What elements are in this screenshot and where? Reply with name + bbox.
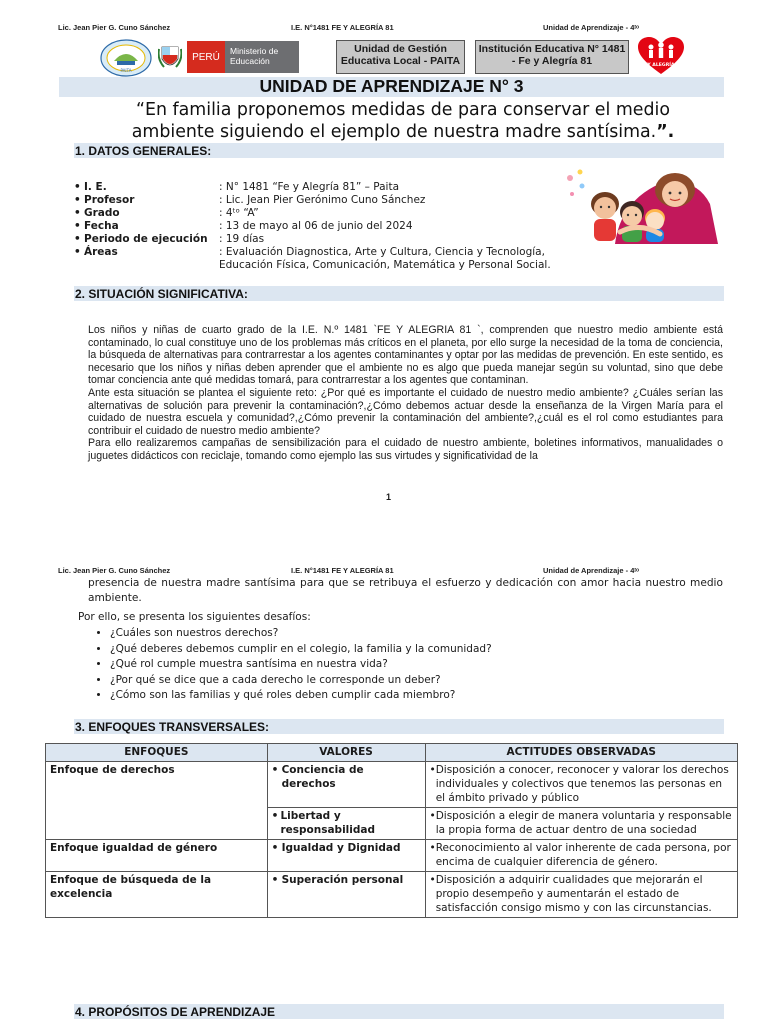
table-header-row xyxy=(46,744,738,762)
header-school: I.E. N°1481 FE Y ALEGRÍA 81 xyxy=(291,566,394,575)
challenges-list xyxy=(76,626,750,704)
valor-cell: • Igualdad y Dignidad xyxy=(267,840,425,872)
valor-cell: • Conciencia de derechos xyxy=(267,762,425,808)
datos-value: : 13 de mayo al 06 de junio del 2024 xyxy=(219,220,413,232)
datos-label: Grado xyxy=(84,207,120,219)
subtitle-text: “En familia proponemos medidas de para conservar el medio ambiente siguiendo el ejemplo de nuestra madre santísima. xyxy=(131,100,671,142)
datos-value: : Evaluación Diagnostica, Arte y Cultura, Ciencia y Tecnología, xyxy=(219,246,545,258)
ministerio-label-box: Ministerio de Educación xyxy=(225,41,299,73)
header-unit: Unidad de Aprendizaje - 4ᵗᵒ xyxy=(543,566,640,575)
actitud-cell: • Reconocimiento al valor inherente de cada persona, por encima de cualquier diferencia de género. xyxy=(425,840,738,872)
svg-text:FE Y ALEGRÍA 81: FE Y ALEGRÍA 81 xyxy=(639,63,683,68)
datos-value: : Lic. Jean Pier Gerónimo Cuno Sánchez xyxy=(219,194,426,206)
list-item: • ¿Cuáles son nuestros derechos? xyxy=(110,626,750,642)
enfoques-table xyxy=(45,743,738,918)
family-illustration xyxy=(560,164,725,244)
header-author: Lic. Jean Pier G. Cuno Sánchez xyxy=(58,566,171,575)
actitud-text: Disposición a elegir de manera voluntaria y responsable la propia forma de actuar dentro de una sociedad xyxy=(435,810,732,836)
situacion-significativa-text xyxy=(88,324,723,463)
svg-text:PAITA: PAITA xyxy=(120,68,132,73)
column-header: ACTITUDES OBSERVADAS xyxy=(425,744,738,762)
datos-label: I. E. xyxy=(84,181,107,193)
datos-label: Profesor xyxy=(84,194,135,206)
peru-coat-of-arms-icon xyxy=(158,41,182,73)
datos-label: Fecha xyxy=(84,220,119,232)
list-item: • ¿Cómo son las familias y qué roles deben cumplir cada miembro? xyxy=(110,688,750,704)
paragraph: Para ello realizaremos campañas de sensibilización para el cuidado de nuestro ambiente, boletines informativos, manualidades o juguetes didácticos con reciclaje, tomando como ejemplo las sus virtudes y significatividad de la xyxy=(88,437,723,462)
table-row xyxy=(46,840,738,872)
list-item: • ¿Qué rol cumple muestra santísima en nuestra vida? xyxy=(110,657,750,673)
list-item: • ¿Por qué se dice que a cada derecho le corresponde un deber? xyxy=(110,673,750,689)
areas-continuation: Educación Física, Comunicación, Matemática y Personal Social. xyxy=(219,259,551,271)
actitud-text: Reconocimiento al valor inherente de cada persona, por encima de cualquier diferencia de género. xyxy=(435,842,731,868)
actitud-cell: • Disposición a conocer, reconocer y valorar los derechos individuales y colectivos que tenemos las personas en el ámbito privado y público xyxy=(425,762,738,808)
fe-y-alegria-logo xyxy=(636,36,686,76)
situacion-continuation: presencia de nuestra madre santísima para que se retribuya el esfuerzo y dedicación con amor hacia nuestro medio ambiente. xyxy=(88,577,723,604)
ugel-seal-logo xyxy=(100,39,152,77)
challenges-intro: Por ello, se presenta los siguientes desafíos: xyxy=(78,611,311,623)
peru-label-box: PERÚ xyxy=(187,41,225,73)
ugel-box: Unidad de Gestión Educativa Local - PAITA xyxy=(336,40,465,74)
datos-value: : N° 1481 “Fe y Alegría 81” – Paita xyxy=(219,181,400,193)
column-header: ENFOQUES xyxy=(46,744,268,762)
paragraph: Ante esta situación se plantea el siguiente reto: ¿Por qué es importante el cuidado de nuestro medio ambiente? ¿Cuáles serían las alternativas de solución para prevenir la contaminación?,¿Cómo debemos actuar desde la enseñanza de la Virgen María para el cuidado de nuestra escuela y comunidad?,¿Cómo prevenir la contaminación del ambiente?,¿cuál es el rol como estudiantes para contribuir el cuidado de nuestro medio ambiente? xyxy=(88,386,723,437)
datos-label: Periodo de ejecución xyxy=(84,233,208,245)
page-title: UNIDAD DE APRENDIZAJE N° 3 xyxy=(259,76,524,96)
datos-value: : 19 días xyxy=(219,233,265,245)
valor-cell: • Superación personal xyxy=(267,872,425,918)
table-row xyxy=(46,872,738,918)
header-author: Lic. Jean Pier G. Cuno Sánchez xyxy=(58,23,171,32)
enfoque-cell: Enfoque de búsqueda de la excelencia xyxy=(46,872,268,918)
section4-title: 4. PROPÓSITOS DE APRENDIZAJE xyxy=(75,1005,276,1019)
section2-title: 2. SITUACIÓN SIGNIFICATIVA: xyxy=(75,287,248,301)
table-row xyxy=(46,762,738,808)
valor-text: Igualdad y Dignidad xyxy=(281,842,401,854)
enfoque-cell: Enfoque igualdad de género xyxy=(46,840,268,872)
actitud-cell: • Disposición a elegir de manera voluntaria y responsable la propia forma de actuar dentro de una sociedad xyxy=(425,808,738,840)
actitud-text: Disposición a adquirir cualidades que mejorarán el propio desempeño y aumentarán el estado de satisfacción consigo mismo y con las circunstancias. xyxy=(435,874,712,914)
ie-box: Institución Educativa N° 1481 - Fe y Alegría 81 xyxy=(475,40,629,74)
valor-text: Conciencia de derechos xyxy=(281,764,364,790)
valor-cell: • Libertad y responsabilidad xyxy=(267,808,425,840)
header-school: I.E. N°1481 FE Y ALEGRÍA 81 xyxy=(291,23,394,32)
datos-label: Áreas xyxy=(84,246,118,258)
header-unit: Unidad de Aprendizaje - 4ᵗᵒ xyxy=(543,23,640,32)
list-item: • ¿Qué deberes debemos cumplir en el colegio, la familia y la comunidad? xyxy=(110,642,750,658)
valor-text: Libertad y responsabilidad xyxy=(280,810,375,836)
datos-value: : 4ᵗᵒ “A” xyxy=(219,207,259,219)
column-header: VALORES xyxy=(267,744,425,762)
subtitle-end: ”. xyxy=(656,121,675,142)
unit-subtitle xyxy=(108,100,698,143)
page-number: 1 xyxy=(386,492,392,502)
section1-title: 1. DATOS GENERALES: xyxy=(75,144,212,158)
actitud-text: Disposición a conocer, reconocer y valorar los derechos individuales y colectivos que tenemos las personas en el ámbito privado y público xyxy=(435,764,729,804)
paragraph: Los niños y niñas de cuarto grado de la I.E. N.º 1481 `FE Y ALEGRIA 81 `, comprenden que nuestro medio ambiente está contaminado, lo cual constituye uno de los problemas más críticos en el planeta, por ello surge la necesidad de la toma de conciencia, la búsqueda de alternativas para contrarrestar a los agentes contaminantes y optar por las medidas de prevención. En este sentido, es necesario que los niños y niñas deben aprender que el ambiente no es algo que pueda manejar según su voluntad, sino que debe tomar conciencia ante qué medidas tomará, para contrarrestar a los agentes que contaminan. xyxy=(88,324,723,387)
enfoque-cell: Enfoque de derechos xyxy=(46,762,268,840)
valor-text: Superación personal xyxy=(281,874,404,886)
section3-title: 3. ENFOQUES TRANSVERSALES: xyxy=(75,720,270,734)
actitud-cell: • Disposición a adquirir cualidades que mejorarán el propio desempeño y aumentarán el estado de satisfacción consigo mismo y con las circunstancias. xyxy=(425,872,738,918)
